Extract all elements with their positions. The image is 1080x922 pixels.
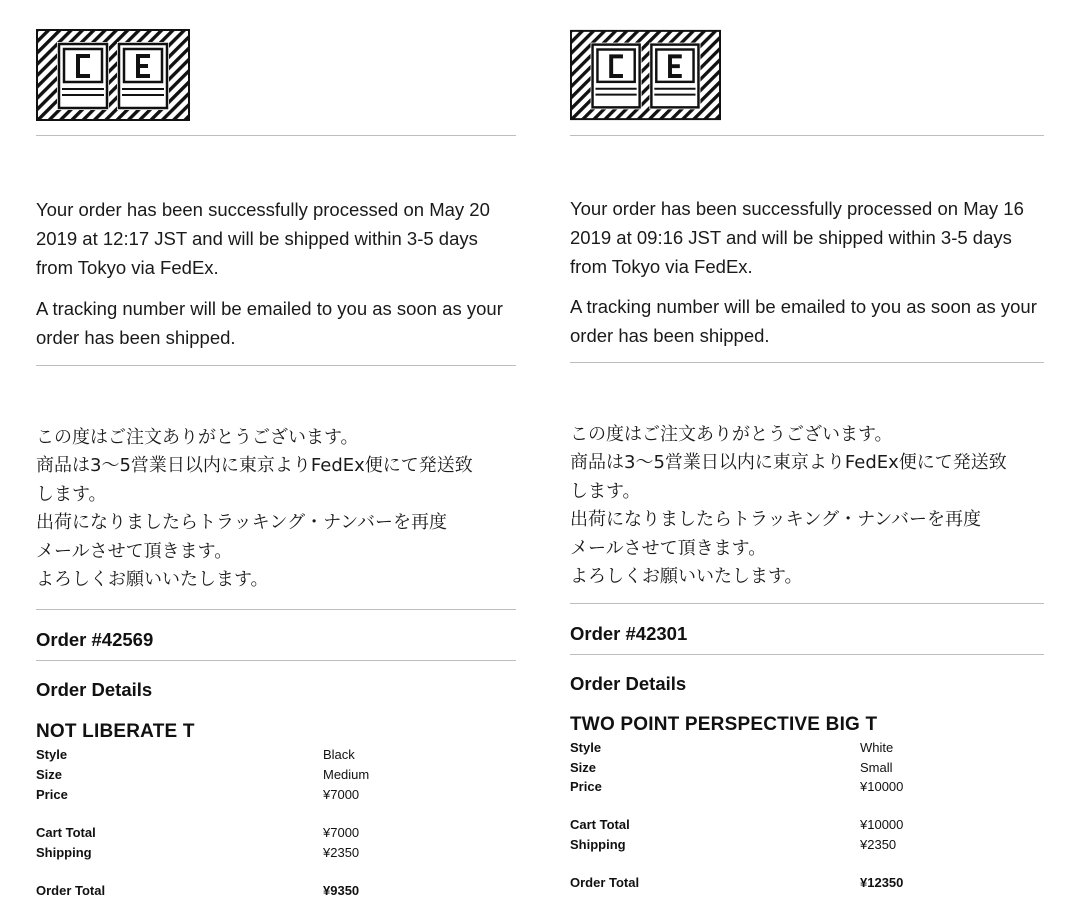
order-details-heading: Order Details [36,679,153,700]
detail-row-price [36,786,516,804]
detail-row-cart-total [570,816,1050,834]
detail-row-size [36,766,516,784]
japanese-message [570,421,1044,591]
ce-logo-icon [36,29,190,121]
ce-logo-icon [570,29,721,121]
detail-value: ¥12350 [860,875,904,890]
detail-value: White [860,740,894,755]
detail-label: Shipping [570,837,626,852]
detail-label: Size [36,767,63,782]
japanese-line: します。 [570,480,641,502]
order-number: Order #42569 [36,629,154,650]
tracking-text: A tracking number will be emailed to you as soon as your order has been shipped. [570,296,1037,346]
detail-label: Style [36,747,68,762]
detail-label: Cart Total [36,825,96,840]
order-details-heading: Order Details [570,673,687,694]
divider [36,135,516,136]
confirmation-text: Your order has been successfully processed on May 20 2019 at 12:17 JST and will be shipped within 3-5 days from Tokyo via FedEx. [36,199,490,278]
order-email-right [570,0,1044,922]
japanese-line: 出荷になりましたらトラッキング・ナンバーを再度 [36,512,447,534]
detail-value: Small [860,760,893,775]
detail-row-order-total [570,874,1050,892]
japanese-line: この度はご注文ありがとうございます。 [570,424,893,445]
divider [570,135,1044,136]
detail-label: Price [570,779,602,794]
confirmation-text: Your order has been successfully processed on May 16 2019 at 09:16 JST and will be shipped within 3-5 days from Tokyo via FedEx. [570,198,1024,277]
order-email-left [36,0,516,922]
japanese-line: よろしくお願いいたします。 [570,566,803,588]
detail-value: Medium [323,767,370,782]
detail-value: ¥2350 [323,845,360,860]
detail-value: ¥7000 [323,825,360,840]
tracking-text: A tracking number will be emailed to you as soon as your order has been shipped. [36,298,503,348]
japanese-line: この度はご注文ありがとうございます。 [36,427,359,448]
detail-value: ¥10000 [860,779,904,794]
detail-row-style [36,746,516,764]
japanese-line: メールさせて頂きます。 [36,540,233,562]
detail-label: Cart Total [570,817,630,832]
detail-label: Order Total [36,883,106,898]
detail-row-cart-total [36,824,516,842]
detail-label: Order Total [570,875,640,890]
divider [36,609,516,610]
detail-label: Price [36,787,68,802]
order-number: Order #42301 [570,623,688,644]
detail-value: ¥9350 [323,883,360,898]
detail-label: Size [570,760,597,775]
detail-value: ¥10000 [860,817,904,832]
divider [36,365,516,366]
detail-label: Shipping [36,845,92,860]
divider [570,603,1044,604]
detail-row-order-total [36,882,516,900]
detail-label: Style [570,740,602,755]
japanese-line: 出荷になりましたらトラッキング・ナンバーを再度 [570,509,981,531]
detail-row-size [570,759,1050,777]
detail-value: ¥7000 [323,787,360,802]
divider [570,362,1044,363]
divider [36,660,516,661]
detail-row-price [570,778,1050,796]
detail-row-shipping [36,844,516,862]
product-name: NOT LIBERATE T [36,721,195,742]
detail-value: Black [323,747,355,762]
japanese-message [36,424,516,594]
detail-row-style [570,739,1050,757]
divider [570,654,1044,655]
japanese-line: よろしくお願いいたします。 [36,569,269,591]
japanese-line: 商品は3～5営業日以内に東京よりFedEx便にて発送致 [36,455,473,477]
product-name: TWO POINT PERSPECTIVE BIG T [570,714,878,735]
detail-value: ¥2350 [860,837,897,852]
detail-row-shipping [570,836,1050,854]
japanese-line: 商品は3～5営業日以内に東京よりFedEx便にて発送致 [570,452,1007,474]
japanese-line: メールさせて頂きます。 [570,537,767,559]
japanese-line: します。 [36,483,107,505]
